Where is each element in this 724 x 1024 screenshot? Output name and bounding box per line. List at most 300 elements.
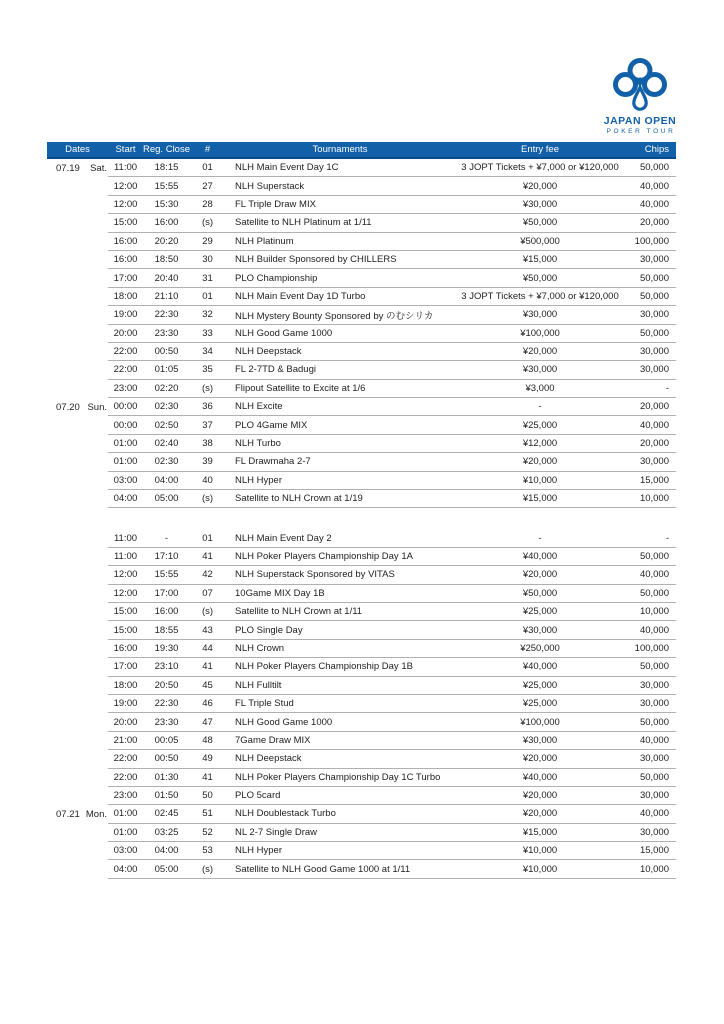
cell-chips: 40,000 [639,569,669,581]
cell-entry-fee: ¥50,000 [522,217,558,229]
cell-reg-close: 04:00 [154,474,179,486]
club-droplet-icon [598,56,682,114]
cell-number: 45 [202,679,213,691]
table-row [47,658,676,676]
row-main [108,603,676,621]
cell-chips: - [665,382,669,394]
cell-entry-fee: ¥25,000 [522,698,558,710]
cell-chips: 40,000 [639,180,669,192]
cell-start: 17:00 [113,272,138,284]
cell-chips: 15,000 [639,474,669,486]
cell-chips: 30,000 [639,456,669,468]
cell-start: 23:00 [113,790,138,802]
cell-entry-fee: ¥25,000 [522,606,558,618]
table-row [47,805,676,823]
cell-chips: 30,000 [639,679,669,691]
cell-tournament: NLH Deepstack [235,753,302,765]
table-row [47,769,676,787]
cell-reg-close: 02:30 [154,456,179,468]
table-row [47,566,676,584]
cell-reg-close: 04:00 [154,845,179,857]
cell-date-group [47,251,108,269]
cell-start: 16:00 [113,235,138,247]
cell-tournament: FL Drawmaha 2-7 [235,456,311,468]
row-main [108,288,676,306]
cell-date-group [47,529,108,547]
cell-reg-close: 02:45 [154,808,179,820]
row-main [108,325,676,343]
cell-chips: 40,000 [639,624,669,636]
cell-reg-close: 16:00 [154,217,179,229]
table-row [47,343,676,361]
cell-weekday: Sat. [90,162,107,174]
table-row [47,529,676,547]
table-row [47,214,676,232]
cell-number: 44 [202,642,213,654]
cell-entry-fee: ¥20,000 [522,569,558,581]
cell-tournament: Satellite to NLH Good Game 1000 at 1/11 [235,863,411,875]
table-row [47,732,676,750]
cell-tournament: NLH Poker Players Championship Day 1B [235,661,413,673]
header-dates: Dates [65,144,90,155]
row-main [108,732,676,750]
cell-number: 30 [202,254,213,266]
cell-date: 07.19 [56,162,80,174]
cell-number: 01 [202,162,213,174]
cell-entry-fee: ¥12,000 [522,438,558,450]
cell-weekday: Sun. [87,401,107,413]
cell-chips: 30,000 [639,364,669,376]
table-row [47,306,676,324]
cell-start: 16:00 [113,254,138,266]
cell-date-group [47,196,108,214]
row-main [108,713,676,731]
cell-number: 51 [202,808,213,820]
cell-entry-fee: ¥40,000 [522,771,558,783]
cell-tournament: FL Triple Stud [235,698,294,710]
cell-tournament: NLH Platinum [235,235,294,247]
cell-date-group [47,842,108,860]
cell-tournament: NLH Excite [235,401,283,413]
row-main [108,824,676,842]
cell-number: 41 [202,771,213,783]
row-main [108,453,676,471]
jopt-logo [598,56,682,135]
table-row [47,860,676,878]
cell-number: 33 [202,327,213,339]
table-row [47,251,676,269]
cell-entry-fee: ¥100,000 [520,716,560,728]
cell-entry-fee: ¥30,000 [522,624,558,636]
cell-number: 46 [202,698,213,710]
cell-reg-close: 22:30 [154,309,179,321]
cell-number: 01 [202,532,213,544]
cell-tournament: NLH Poker Players Championship Day 1C Turbo [235,771,441,783]
cell-entry-fee: ¥500,000 [520,235,560,247]
header-number: # [204,144,211,155]
row-main [108,490,676,508]
table-row [47,398,676,416]
cell-date-group [47,361,108,379]
cell-chips: 50,000 [639,771,669,783]
cell-date-group [47,435,108,453]
cell-start: 11:00 [113,551,138,562]
table-row [47,380,676,398]
cell-start: 12:00 [113,180,138,192]
table-row [47,713,676,731]
cell-number: 48 [202,734,213,746]
cell-start: 18:00 [113,290,138,302]
cell-tournament: Satellite to NLH Crown at 1/11 [235,606,363,618]
row-main [108,398,676,416]
cell-start: 19:00 [113,698,138,710]
row-main [108,233,676,251]
cell-entry-fee: ¥40,000 [522,661,558,673]
cell-entry-fee: ¥15,000 [522,493,558,505]
logo-title: JAPAN OPEN [603,115,677,127]
cell-number: 49 [202,753,213,765]
cell-reg-close: 17:00 [154,587,179,599]
cell-reg-close: 01:30 [154,771,179,783]
cell-reg-close: 18:55 [154,624,179,636]
row-main [108,361,676,379]
cell-reg-close: 15:55 [154,569,179,581]
cell-number: 52 [202,826,213,838]
cell-entry-fee: ¥50,000 [522,587,558,599]
cell-start: 22:00 [113,346,138,358]
cell-date-group [47,603,108,621]
cell-number: 32 [202,309,213,321]
cell-date: 07.21 [56,808,80,820]
cell-entry-fee: ¥50,000 [522,272,558,284]
table-row [47,453,676,471]
row-main [108,695,676,713]
cell-date-group [47,453,108,471]
cell-date-group [47,380,108,398]
row-main [108,585,676,603]
cell-number: 40 [202,474,213,486]
row-main [108,640,676,658]
cell-chips: 40,000 [639,734,669,746]
cell-start: 15:00 [113,606,138,618]
cell-chips: 40,000 [639,198,669,210]
cell-tournament: NL 2-7 Single Draw [235,826,318,838]
cell-tournament: NLH Turbo [235,438,281,450]
row-main [108,750,676,768]
cell-date-group [47,787,108,805]
cell-start: 11:00 [113,162,138,174]
cell-entry-fee: ¥3,000 [525,382,555,394]
cell-number: 07 [202,587,213,599]
cell-number: 34 [202,346,213,358]
row-main [108,343,676,361]
cell-start: 19:00 [113,309,138,321]
cell-entry-fee: 3 JOPT Tickets + ¥7,000 or ¥120,000 [461,162,619,174]
table-row [47,177,676,195]
cell-chips: 30,000 [639,790,669,802]
cell-date-group [47,416,108,434]
cell-reg-close: 20:50 [154,679,179,691]
schedule-table [47,142,676,879]
cell-entry-fee: ¥15,000 [522,254,558,266]
cell-entry-fee: ¥25,000 [522,419,558,431]
cell-number: (s) [201,217,214,229]
row-main [108,306,676,324]
cell-date-group [47,214,108,232]
cell-reg-close: 22:30 [154,698,179,710]
cell-chips: 10,000 [639,606,669,618]
cell-tournament: NLH Good Game 1000 [235,327,333,339]
cell-date-group [47,732,108,750]
cell-tournament: NLH Main Event Day 2 [235,532,332,544]
cell-date-group [47,805,108,823]
cell-chips: 40,000 [639,419,669,431]
cell-start: 22:00 [113,364,138,376]
cell-start: 15:00 [113,217,138,229]
table-row [47,695,676,713]
cell-entry-fee: ¥20,000 [522,346,558,358]
cell-entry-fee: ¥40,000 [522,551,558,562]
cell-tournament: NLH Poker Players Championship Day 1A [235,551,413,562]
cell-entry-fee: ¥20,000 [522,753,558,765]
cell-start: 01:00 [113,826,138,838]
cell-tournament: PLO 5card [235,790,281,802]
cell-entry-fee: ¥10,000 [522,474,558,486]
cell-number: (s) [201,863,214,875]
table-row [47,621,676,639]
cell-date-group [47,860,108,878]
group-gap [47,508,676,529]
cell-chips: 30,000 [639,346,669,358]
cell-chips: 20,000 [639,217,669,229]
cell-number: 01 [202,290,213,302]
cell-date-group [47,713,108,731]
cell-start: 23:00 [113,382,138,394]
cell-reg-close: 05:00 [154,863,179,875]
header-chips: Chips [644,144,669,155]
cell-date-group [47,640,108,658]
table-row [47,787,676,805]
cell-reg-close: 00:05 [154,734,179,746]
cell-chips: 100,000 [634,642,669,654]
cell-date-group [47,177,108,195]
cell-reg-close: 01:05 [154,364,179,376]
cell-entry-fee: ¥20,000 [522,808,558,820]
cell-number: 53 [202,845,213,857]
cell-reg-close: 19:30 [154,642,179,654]
cell-date-group [47,490,108,508]
cell-number: (s) [201,382,214,394]
cell-reg-close: 18:50 [154,254,179,266]
table-row [47,750,676,768]
row-main [108,860,676,878]
cell-tournament: NLH Superstack Sponsored by VITAS [235,569,395,581]
cell-reg-close: 02:20 [154,382,179,394]
cell-chips: 50,000 [639,551,669,562]
logo-subtitle: POKER TOUR [606,128,676,135]
cell-chips: 50,000 [639,587,669,599]
cell-number: 27 [202,180,213,192]
cell-tournament: NLH Hyper [235,845,282,857]
cell-chips: 50,000 [639,272,669,284]
cell-entry-fee: 3 JOPT Tickets + ¥7,000 or ¥120,000 [461,290,619,302]
header-start: Start [115,144,136,155]
table-row [47,233,676,251]
cell-start: 12:00 [113,198,138,210]
row-main [108,677,676,695]
row-main [108,435,676,453]
cell-start: 00:00 [113,401,138,413]
cell-chips: - [665,532,669,544]
row-main [108,269,676,287]
cell-date-group [47,750,108,768]
cell-tournament: NLH Good Game 1000 [235,716,333,728]
cell-chips: 40,000 [639,808,669,820]
cell-tournament: Satellite to NLH Crown at 1/19 [235,493,363,505]
cell-number: 36 [202,401,213,413]
cell-number: (s) [201,493,214,505]
cell-date-group [47,695,108,713]
table-row [47,288,676,306]
cell-start: 12:00 [113,587,138,599]
cell-entry-fee: ¥20,000 [522,456,558,468]
cell-chips: 50,000 [639,661,669,673]
table-row [47,361,676,379]
cell-date-group [47,288,108,306]
table-row [47,269,676,287]
cell-reg-close: 03:25 [154,826,179,838]
cell-date-group [47,306,108,324]
cell-reg-close: 23:30 [154,716,179,728]
cell-chips: 30,000 [639,826,669,838]
cell-reg-close: 01:50 [154,790,179,802]
cell-number: 50 [202,790,213,802]
cell-start: 15:00 [113,624,138,636]
cell-start: 11:00 [113,532,138,544]
table-row [47,472,676,490]
cell-entry-fee: ¥30,000 [522,309,558,321]
cell-date-group [47,621,108,639]
cell-reg-close: 00:50 [154,753,179,765]
cell-reg-close: 02:50 [154,419,179,431]
cell-chips: 10,000 [639,493,669,505]
cell-reg-close: 15:30 [154,198,179,210]
header-tournament: Tournaments [312,144,368,155]
cell-reg-close: 18:15 [154,162,179,174]
cell-date-group [47,824,108,842]
row-main [108,787,676,805]
header-entry-fee: Entry fee [520,144,560,155]
cell-entry-fee: ¥100,000 [520,327,560,339]
cell-date-group [47,769,108,787]
table-header-row [47,142,676,159]
cell-tournament: NLH Main Event Day 1D Turbo [235,290,366,302]
cell-number: 38 [202,438,213,450]
cell-reg-close: 02:30 [154,401,179,413]
cell-number: 28 [202,198,213,210]
cell-number: 37 [202,419,213,431]
cell-reg-close: 02:40 [154,438,179,450]
cell-tournament: NLH Deepstack [235,346,302,358]
cell-chips: 10,000 [639,863,669,875]
cell-entry-fee: ¥20,000 [522,180,558,192]
table-row [47,677,676,695]
cell-tournament: PLO Championship [235,272,318,284]
table-row [47,842,676,860]
row-main [108,196,676,214]
cell-chips: 100,000 [634,235,669,247]
cell-reg-close: 23:10 [154,661,179,673]
cell-chips: 50,000 [639,290,669,302]
cell-tournament: Satellite to NLH Platinum at 1/11 [235,217,372,229]
cell-start: 03:00 [113,474,138,486]
cell-entry-fee: ¥30,000 [522,198,558,210]
cell-tournament: 7Game Draw MIX [235,734,311,746]
table-row [47,640,676,658]
row-main [108,529,676,547]
cell-entry-fee: ¥15,000 [522,826,558,838]
cell-reg-close: 23:30 [154,327,179,339]
cell-tournament: NLH Main Event Day 1C [235,162,339,174]
cell-date: 07.20 [56,401,80,413]
cell-date-group [47,398,108,416]
cell-entry-fee: - [538,532,542,544]
table-row [47,325,676,343]
cell-start: 21:00 [113,734,138,746]
row-main [108,769,676,787]
table-row [47,196,676,214]
cell-entry-fee: ¥250,000 [520,642,560,654]
cell-entry-fee: ¥25,000 [522,679,558,691]
cell-start: 20:00 [113,327,138,339]
cell-tournament: NLH Superstack [235,180,305,192]
table-row [47,548,676,566]
cell-start: 04:00 [113,863,138,875]
cell-reg-close: 20:20 [154,235,179,247]
row-main [108,472,676,490]
cell-number: 39 [202,456,213,468]
table-row [47,824,676,842]
cell-chips: 30,000 [639,309,669,321]
cell-start: 18:00 [113,679,138,691]
row-main [108,416,676,434]
cell-chips: 50,000 [639,327,669,339]
cell-reg-close: - [164,532,169,544]
cell-chips: 15,000 [639,845,669,857]
cell-start: 20:00 [113,716,138,728]
row-main [108,380,676,398]
cell-start: 01:00 [113,438,138,450]
cell-chips: 30,000 [639,753,669,765]
cell-tournament: FL 2-7TD & Badugi [235,364,316,376]
header-reg-close: Reg. Close [143,144,190,155]
row-main [108,658,676,676]
cell-start: 16:00 [113,642,138,654]
cell-start: 03:00 [113,845,138,857]
cell-number: (s) [201,606,214,618]
cell-date-group [47,472,108,490]
cell-start: 01:00 [113,456,138,468]
cell-date-group [47,658,108,676]
row-main [108,177,676,195]
cell-number: 41 [202,661,213,673]
row-main [108,159,676,177]
cell-date-group [47,325,108,343]
cell-date-group [47,233,108,251]
table-row [47,603,676,621]
schedule-rows [47,159,676,879]
cell-tournament: NLH Hyper [235,474,282,486]
